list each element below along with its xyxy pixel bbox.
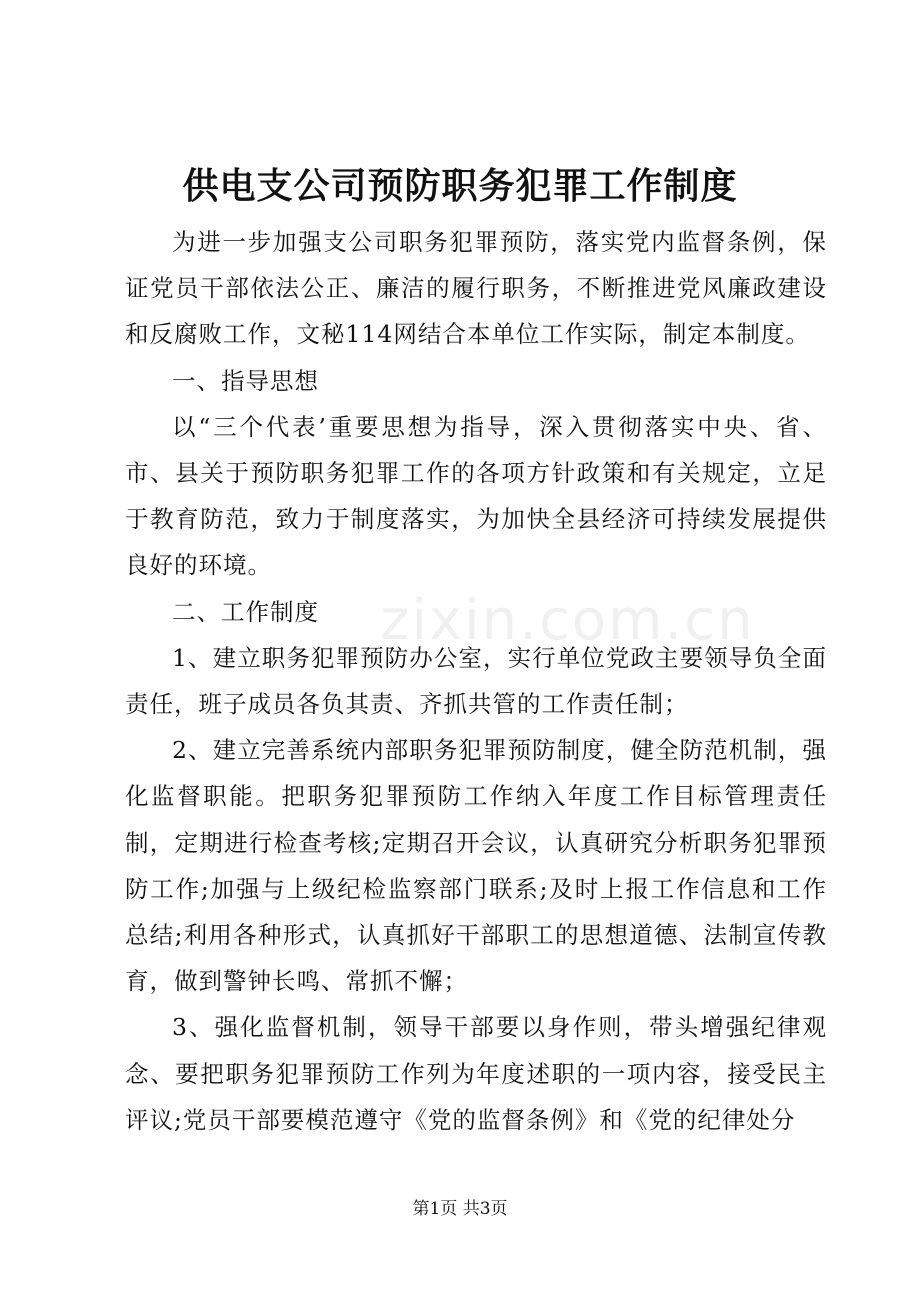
page-number-footer: 第1页 共3页 — [412, 1199, 508, 1219]
intro-paragraph: 为进一步加强支公司职务犯罪预防，落实党内监督条例，保证党员干部依法公正、廉洁的履行职务，不断推进党风廉政建设和反腐败工作，文秘114网结合本单位工作实际，制定本制度。 — [125, 228, 827, 349]
guiding-thought-paragraph: 以“三个代表’重要思想为指导，深入贯彻落实中央、省、市、县关于预防职务犯罪工作的各项方针政策和有关规定，立足于教育防范，致力于制度落实，为加快全县经济可持续发展提供良好的环境。 — [125, 412, 827, 580]
work-system-item-2: 2、建立完善系统内部职务犯罪预防制度，健全防范机制，强化监督职能。把职务犯罪预防工作纳入年度工作目标管理责任制，定期进行检查考核;定期召开会议，认真研究分析职务犯罪预防工作;加强与上级纪检监察部门联系;及时上报工作信息和工作总结;利用各种形式，认真抓好干部职工的思想道德、法制宣传教育，做到警钟长鸣、常抓不懈； — [125, 736, 827, 996]
section-heading-guiding-thought: 一、指导思想 — [172, 366, 319, 395]
work-system-item-3: 3、强化监督机制，领导干部要以身作则，带头增强纪律观念、要把职务犯罪预防工作列为年度述职的一项内容，接受民主评议;党员干部要模范遵守《党的监督条例》和《党的纪律处分 — [125, 1013, 827, 1134]
section-heading-work-system: 二、工作制度 — [172, 597, 319, 626]
work-system-item-1: 1、建立职务犯罪预防办公室，实行单位党政主要领导负全面责任，班子成员各负其责、齐抓共管的工作责任制； — [125, 643, 827, 719]
watermark: zixin.com.cn — [380, 588, 755, 653]
document-body — [125, 219, 827, 1143]
document-title: 供电支公司预防职务犯罪工作制度 — [182, 165, 738, 207]
